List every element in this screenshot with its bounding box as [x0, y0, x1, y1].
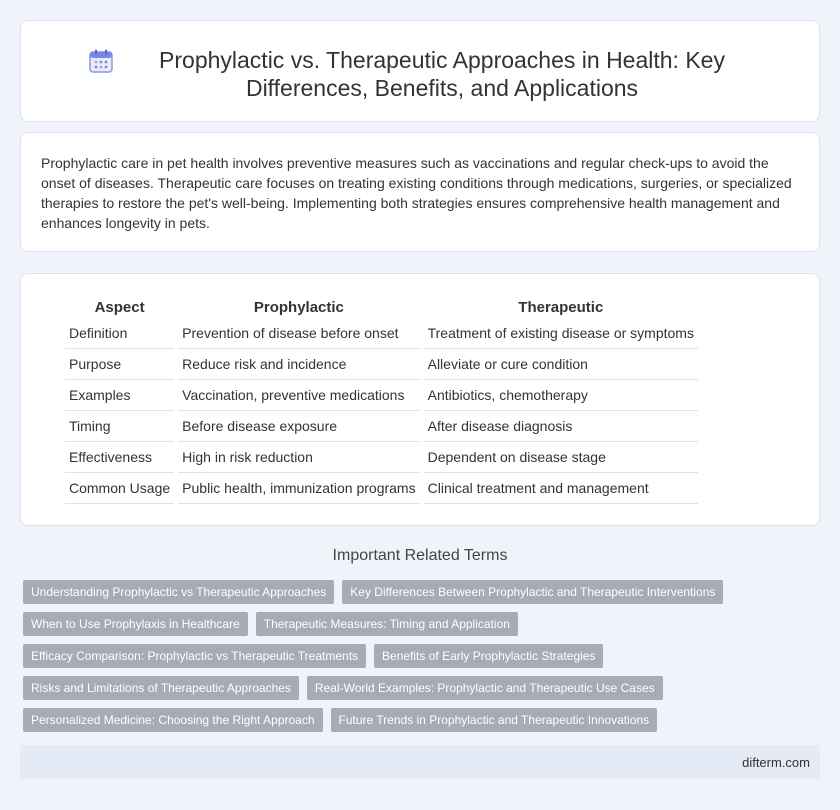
cell-therapeutic: Dependent on disease stage	[424, 442, 698, 473]
related-term-link[interactable]: Real-World Examples: Prophylactic and Therapeutic Use Cases	[307, 676, 663, 700]
related-term-link[interactable]: Personalized Medicine: Choosing the Right Approach	[23, 708, 323, 732]
header-therapeutic: Therapeutic	[518, 298, 604, 316]
footer	[20, 745, 820, 779]
related-term-link[interactable]: Efficacy Comparison: Prophylactic vs Therapeutic Treatments	[23, 644, 366, 668]
related-term-link[interactable]: When to Use Prophylaxis in Healthcare	[23, 612, 248, 636]
page-title: Prophylactic vs. Therapeutic Approaches in Health: Key Differences, Benefits, and Applications	[159, 47, 725, 101]
cell-therapeutic: After disease diagnosis	[424, 411, 698, 442]
table-header-row	[65, 294, 698, 318]
tag-row	[23, 676, 823, 700]
table-row	[65, 349, 698, 380]
cell-prophylactic: Reduce risk and incidence	[178, 349, 419, 380]
cell-therapeutic: Treatment of existing disease or symptoms	[424, 318, 698, 349]
table-row	[65, 473, 698, 504]
tag-row	[23, 644, 823, 668]
table-row	[65, 442, 698, 473]
calendar-icon	[88, 48, 114, 74]
header-card	[20, 20, 820, 122]
tag-row	[23, 580, 823, 604]
table-row	[65, 380, 698, 411]
related-term-link[interactable]: Benefits of Early Prophylactic Strategies	[374, 644, 603, 668]
table-row	[65, 411, 698, 442]
cell-aspect: Examples	[65, 380, 174, 411]
cell-aspect: Effectiveness	[65, 442, 174, 473]
intro-paragraph: Prophylactic care in pet health involves preventive measures such as vaccinations and regular check-ups to avoid the onset of diseases. Therapeutic care focuses on treating existing conditions through medications, surgeries, or specialized therapies to restore the pet's well-being. Implementing both strategies ensures comprehensive health management and enhances longevity in pets.	[41, 155, 792, 231]
related-term-link[interactable]: Therapeutic Measures: Timing and Application	[256, 612, 518, 636]
comparison-table-card	[20, 273, 820, 526]
cell-prophylactic: Public health, immunization programs	[178, 473, 419, 504]
tag-row	[23, 612, 823, 636]
cell-therapeutic: Clinical treatment and management	[424, 473, 698, 504]
intro-card	[20, 132, 820, 252]
cell-therapeutic: Antibiotics, chemotherapy	[424, 380, 698, 411]
site-link[interactable]: difterm.com	[742, 755, 810, 770]
cell-aspect: Definition	[65, 318, 174, 349]
cell-aspect: Common Usage	[65, 473, 174, 504]
cell-prophylactic: Before disease exposure	[178, 411, 419, 442]
cell-therapeutic: Alleviate or cure condition	[424, 349, 698, 380]
cell-aspect: Timing	[65, 411, 174, 442]
comparison-table	[61, 294, 702, 504]
related-term-link[interactable]: Understanding Prophylactic vs Therapeutic Approaches	[23, 580, 334, 604]
cell-prophylactic: Prevention of disease before onset	[178, 318, 419, 349]
table-row	[65, 318, 698, 349]
cell-aspect: Purpose	[65, 349, 174, 380]
related-terms-list	[23, 580, 823, 740]
related-terms-heading: Important Related Terms	[332, 547, 508, 564]
related-term-link[interactable]: Key Differences Between Prophylactic and Therapeutic Interventions	[342, 580, 723, 604]
related-term-link[interactable]: Future Trends in Prophylactic and Therapeutic Innovations	[331, 708, 658, 732]
header-aspect: Aspect	[94, 298, 145, 316]
tag-row	[23, 708, 823, 732]
cell-prophylactic: High in risk reduction	[178, 442, 419, 473]
related-term-link[interactable]: Risks and Limitations of Therapeutic Approaches	[23, 676, 299, 700]
cell-prophylactic: Vaccination, preventive medications	[178, 380, 419, 411]
header-prophylactic: Prophylactic	[253, 298, 344, 316]
